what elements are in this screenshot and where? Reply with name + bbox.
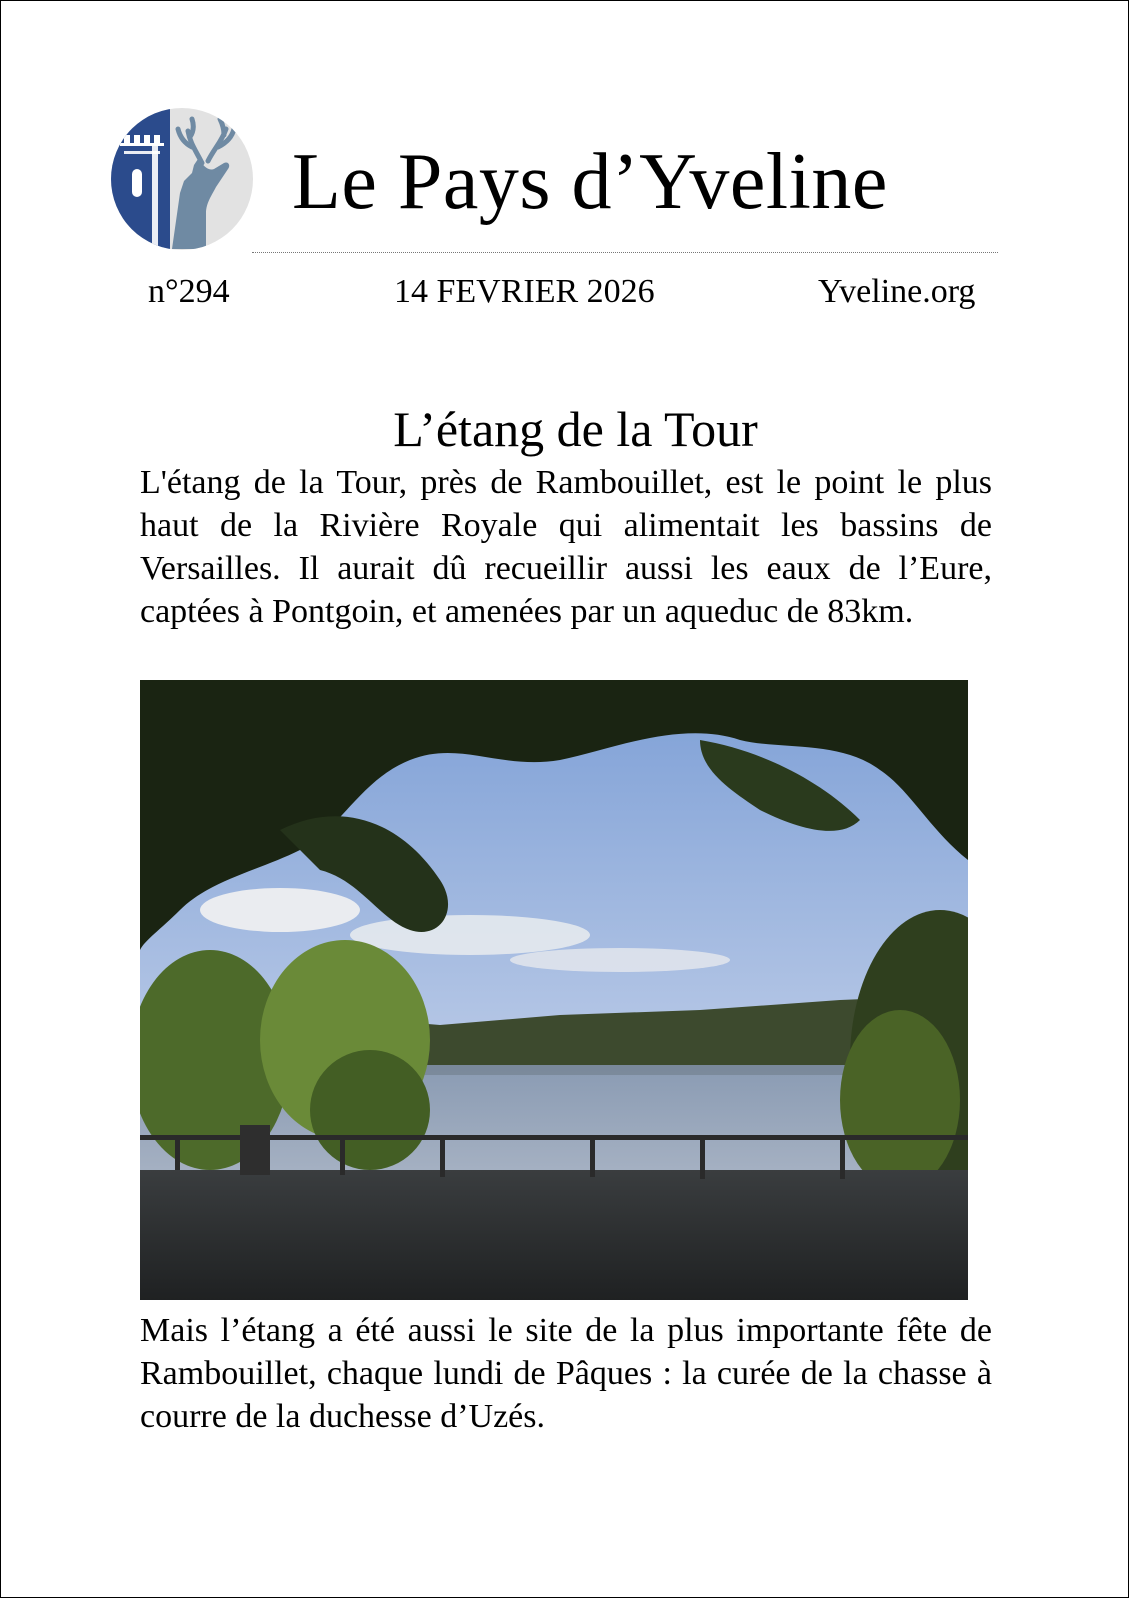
header-divider [252, 252, 998, 253]
article-paragraph-closing: Mais l’étang a été aussi le site de la plus importante fête de Rambouillet, chaque lundi de Pâques : la curée de la chasse à courre de la duchesse d’Uzés. [140, 1312, 992, 1435]
site-title: Le Pays d’Yveline [292, 138, 888, 226]
pond-landscape-photo [140, 680, 968, 1300]
tower-and-stag-logo [110, 107, 254, 251]
article-title-text: L’étang de la Tour [393, 401, 758, 457]
article-title [0, 401, 1131, 457]
issue-date: 14 FEVRIER 2026 [394, 273, 655, 310]
issue-number: n°294 [148, 273, 230, 310]
article-paragraph-intro: L'étang de la Tour, près de Rambouillet, est le point le plus haut de la Rivière Royale qui alimentait les bassins de Versailles. Il aurait dû recueillir aussi les eaux de l’Eure, captées à Pontgoin, et amenées par un aqueduc de 83km. [140, 464, 992, 630]
website-label: Yveline.org [818, 273, 976, 310]
